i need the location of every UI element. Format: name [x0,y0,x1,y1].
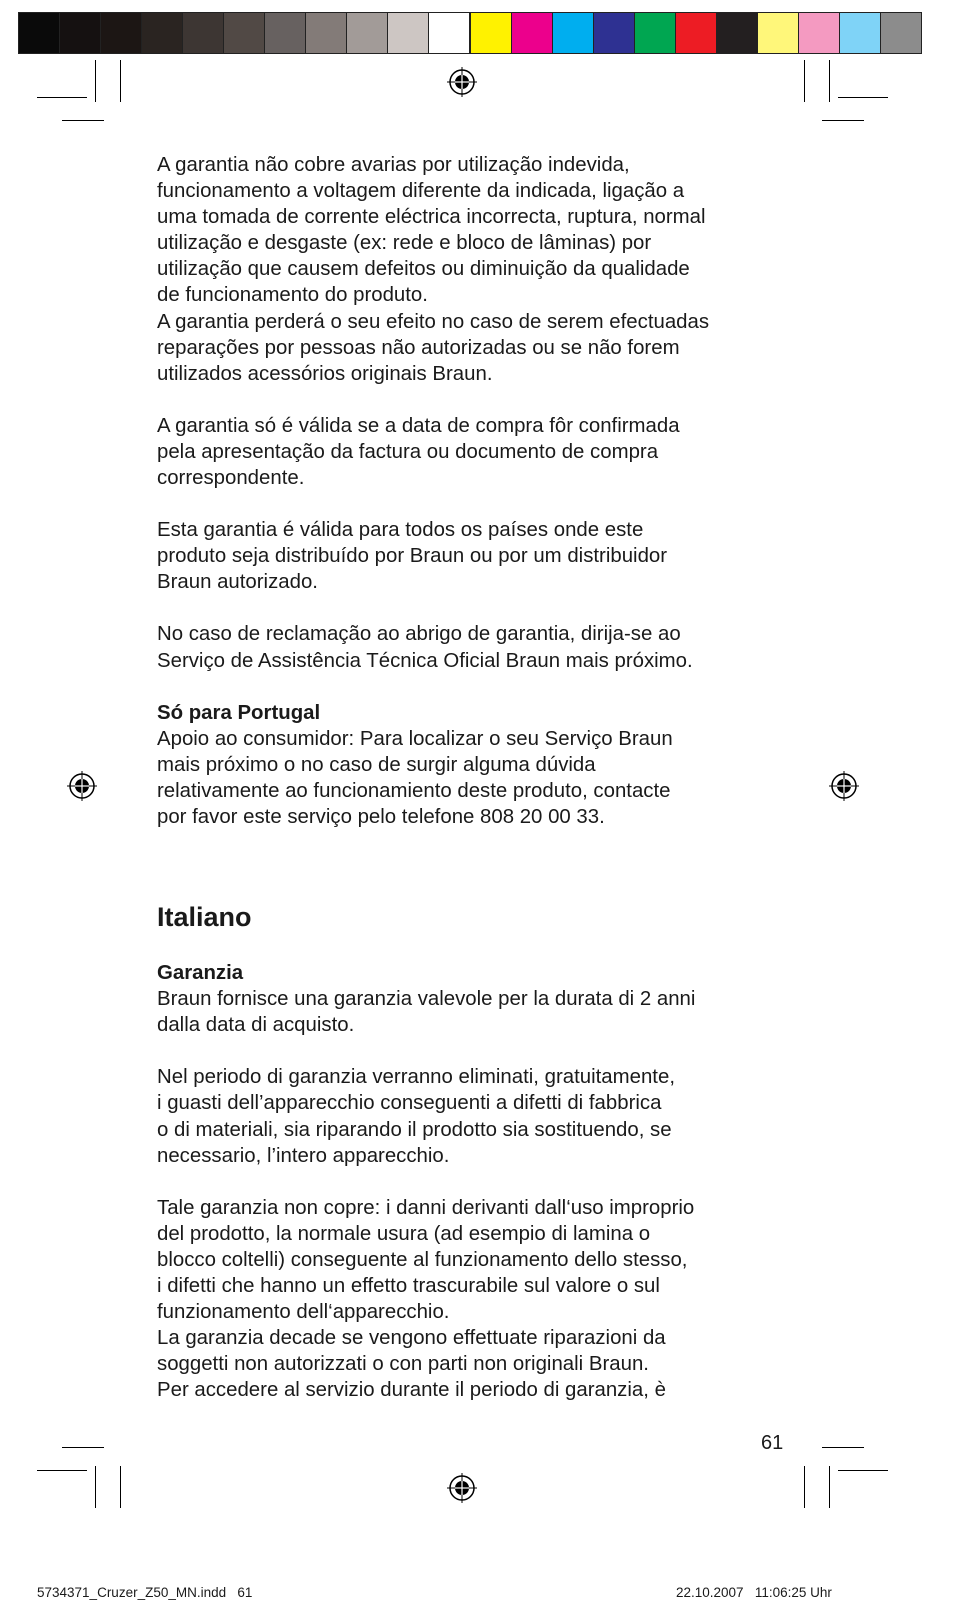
crop-mark [120,1466,121,1508]
color-swatch [388,12,429,54]
footer-filename: 5734371_Cruzer_Z50_MN.indd 61 [37,1585,253,1600]
crop-mark [804,60,805,102]
crop-mark [838,97,888,98]
paragraph-consumer-support-pt: Apoio ao consumidor: Para localizar o seu Serviço Braun mais próximo o no caso de surgir alguma dúvida relativamente ao funcionamiento deste produto, contacte por favor este serviço pelo telefone 808 20 00 33. [157,727,673,828]
color-swatch [840,12,881,54]
color-swatch [265,12,306,54]
crop-mark [37,1470,87,1471]
color-swatch [470,12,512,54]
page-content [157,152,817,1403]
color-swatch [635,12,676,54]
color-swatch [594,12,635,54]
color-swatch [758,12,799,54]
grayscale-color-bar [18,12,470,54]
crop-mark [95,1466,96,1508]
color-swatch [183,12,224,54]
portugal-heading: Só para Portugal [157,701,321,724]
color-swatch [60,12,101,54]
process-color-bar [470,12,922,54]
color-swatch [553,12,594,54]
color-swatch [101,12,142,54]
paragraph-claims-pt: No caso de reclamação ao abrigo de garantia, dirija-se ao Serviço de Assistência Técnica Oficial Braun mais próximo. [157,623,693,672]
color-swatch [717,12,758,54]
registration-mark-icon [447,1473,477,1503]
color-swatch [224,12,265,54]
color-swatch [142,12,183,54]
color-swatch [512,12,553,54]
garanzia-heading: Garanzia [157,962,244,985]
paragraph-warranty-duration-it: Braun fornisce una garanzia valevole per la durata di 2 anni dalla data di acquisto. [157,988,696,1037]
crop-mark [62,120,104,121]
crop-mark [62,1447,104,1448]
color-swatch [306,12,347,54]
crop-mark [838,1470,888,1471]
page-number: 61 [761,1432,784,1454]
crop-mark [822,1447,864,1448]
footer-timestamp: 22.10.2007 11:06:25 Uhr [676,1585,832,1600]
crop-mark [804,1466,805,1508]
color-swatch [429,12,470,54]
crop-mark [37,97,87,98]
crop-mark [95,60,96,102]
crop-mark [829,1466,830,1508]
crop-mark [822,120,864,121]
crop-mark [120,60,121,102]
color-swatch [347,12,388,54]
paragraph-warranty-exclusions-it: Tale garanzia non copre: i danni derivanti dall‘uso improprio del prodotto, la normale usura (ad esempio di lamina o blocco coltelli) conseguente al funzionamento dello stesso, i difetti che hanno un effetto trascurabile sul valore o sul funzionamento dell‘apparecchio. La garanzia decade se vengono effettuate riparazioni da soggetti non autorizzati o con parti non originali Braun. Per accedere al servizio durante il periodo di garanzia, è [157,1196,695,1402]
section-title-italiano: Italiano [157,902,252,933]
color-swatch [881,12,922,54]
paragraph-proof-of-purchase-pt: A garantia só é válida se a data de compra fôr confirmada pela apresentação da factura ou documento de compra correspondente. [157,414,680,490]
registration-mark-icon [67,771,97,801]
color-swatch [18,12,60,54]
crop-mark [829,60,830,102]
paragraph-validity-pt: Esta garantia é válida para todos os países onde este produto seja distribuído por Braun ou por um distribuidor Braun autorizado. [157,519,668,594]
color-swatch [676,12,717,54]
registration-mark-icon [447,67,477,97]
color-swatch [799,12,840,54]
paragraph-warranty-coverage-it: Nel periodo di garanzia verranno eliminati, gratuitamente, i guasti dell’apparecchio conseguenti a difetti di fabbrica o di materiali, sia riparando il prodotto sia sostituendo, se necessario, l’intero apparecchio. [157,1066,675,1167]
paragraph-warranty-exclusions-pt: A garantia não cobre avarias por utilização indevida, funcionamento a voltagem diferente da indicada, ligação a uma tomada de corrente eléctrica incorrecta, ruptura, normal utilização e desgaste (ex: rede e bloco de lâminas) por utilização que causem defeitos ou diminuição da qualidade de funcionamento do produto. A garantia perderá o seu efeito no caso de serem efectuadas reparações por pessoas não autorizadas ou se não forem utilizados acessórios originais Braun. [157,154,710,385]
registration-mark-icon [829,771,859,801]
